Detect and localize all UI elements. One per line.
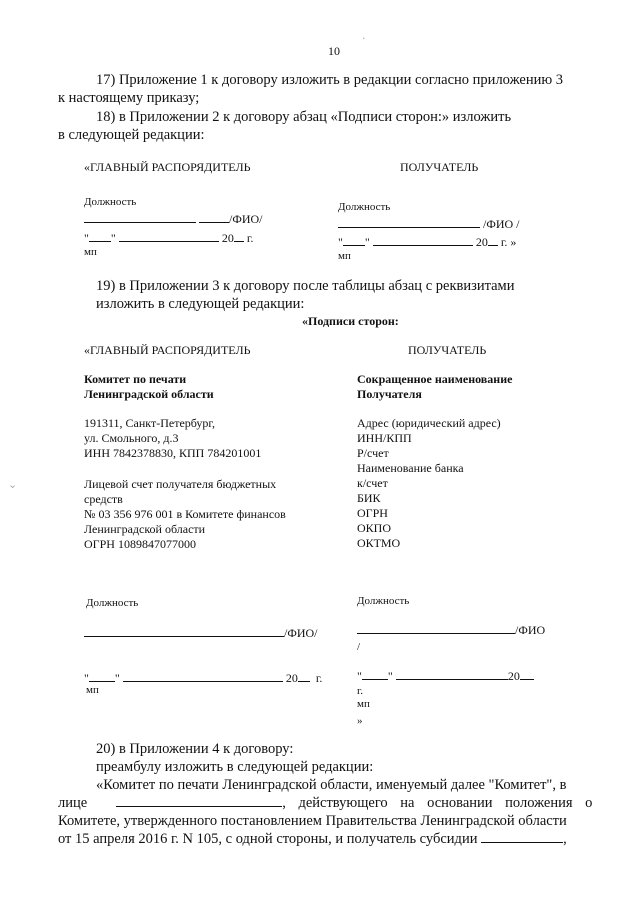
item20-line6: от 15 апреля 2016 г. N 105, с одной стороны, и получатель субсидии , (58, 831, 567, 847)
sig2-right-field-oktmo: ОКТМО (357, 536, 401, 550)
sig1-right-position: Должность (338, 201, 391, 213)
sig2-right-field-account: Р/счет (357, 446, 389, 460)
sig2-left-position: Должность (86, 597, 139, 609)
sig1-right-date-line: " " 20 г. » (338, 235, 517, 249)
sig1-left-fio-line (84, 211, 262, 227)
sig2-right-position: Должность (357, 595, 410, 607)
sig2-right-close-quote: » (357, 715, 363, 727)
sig2-right-date-line: " " 20 (357, 668, 534, 684)
item18-line2: в следующей редакции: (58, 127, 205, 143)
item18-line1: 18) в Приложении 2 к договору абзац «Подписи сторон:» изложить (96, 109, 512, 125)
item20-line4: лице , действующего на основании положения о (58, 795, 593, 811)
sig1-right-fio-line (338, 216, 519, 232)
sig1-left-title: «ГЛАВНЫЙ РАСПОРЯДИТЕЛЬ (84, 160, 251, 174)
sig2-right-year-label: г. (357, 685, 364, 697)
sig2-right-title: ПОЛУЧАТЕЛЬ (408, 343, 487, 357)
item20-line5: Комитете, утвержденного постановлением Правительства Ленинградской области (58, 813, 567, 829)
item17-line2: к настоящему приказу; (58, 90, 200, 106)
item20-line3: «Комитет по печати Ленинградской области, именуемый далее "Комитет", в (96, 777, 567, 793)
scan-dot: · (362, 32, 366, 45)
item20-line2: преамбулу изложить в следующей редакции: (96, 759, 374, 775)
sig2-right-field-bank: Наименование банка (357, 461, 464, 475)
sig2-right-field-okpo: ОКПО (357, 521, 392, 535)
sig1-left-position: Должность (84, 196, 137, 208)
sig1-left-stamp-label: мп (84, 246, 97, 258)
item17-line1: 17) Приложение 1 к договору изложить в редакции согласно приложению 3 (96, 72, 564, 88)
sig2-right-fio-slash: / (357, 641, 361, 653)
sig1-left-date-line: " " 20 г. (84, 231, 254, 245)
sig2-right-fio-line (357, 622, 545, 638)
sig2-left-org-line1: Комитет по печати (84, 372, 187, 386)
sig2-left-account-line3: № 03 356 976 001 в Комитете финансов (84, 507, 286, 521)
sig2-left-account-line2: средств (84, 492, 123, 506)
item19-line1: 19) в Приложении 3 к договору после таблицы абзац с реквизитами (96, 278, 515, 294)
sig2-left-inn: ИНН 7842378830, КПП 784201001 (84, 446, 262, 460)
sig1-left-fio: /ФИО/ (229, 212, 263, 226)
page-number: 10 (328, 44, 340, 58)
item19-heading: «Подписи сторон: (302, 314, 399, 328)
sig2-right-field-address: Адрес (юридический адрес) (357, 416, 501, 430)
sig2-right-field-bik: БИК (357, 491, 381, 505)
sig1-right-title: ПОЛУЧАТЕЛЬ (400, 160, 479, 174)
sig2-left-stamp-label: мп (86, 684, 99, 696)
sig2-left-address-line2: ул. Смольного, д.3 (84, 431, 179, 445)
sig2-right-stamp-label: мп (357, 698, 370, 710)
sig1-right-fio: /ФИО / (483, 217, 520, 231)
sig1-right-stamp-label: мп (338, 250, 351, 262)
sig2-left-address-line1: 191311, Санкт-Петербург, (84, 416, 215, 430)
sig2-left-title: «ГЛАВНЫЙ РАСПОРЯДИТЕЛЬ (84, 343, 251, 357)
sig2-left-fio-line (84, 625, 317, 641)
sig2-left-account-line4: Ленинградской области (84, 522, 206, 536)
sig2-right-field-ogrn: ОГРН (357, 506, 388, 520)
item20-line1: 20) в Приложении 4 к договору: (96, 741, 294, 757)
sig2-right-org-line2: Получателя (357, 387, 422, 401)
sig2-left-ogrn: ОГРН 1089847077000 (84, 537, 196, 551)
sig2-left-org-line2: Ленинградской области (84, 387, 214, 401)
margin-mark: ⌄ (8, 478, 18, 491)
sig2-right-field-corr-account: к/счет (357, 476, 388, 490)
sig2-right-org-line1: Сокращенное наименование (357, 372, 513, 386)
sig2-left-date-line: " " 20 г. (84, 671, 323, 685)
sig2-right-fio: /ФИО (515, 623, 546, 637)
sig2-left-account-line1: Лицевой счет получателя бюджетных (84, 477, 277, 491)
sig2-left-fio: /ФИО/ (284, 626, 318, 640)
item19-line2: изложить в следующей редакции: (96, 296, 305, 312)
sig2-right-field-inn-kpp: ИНН/КПП (357, 431, 412, 445)
